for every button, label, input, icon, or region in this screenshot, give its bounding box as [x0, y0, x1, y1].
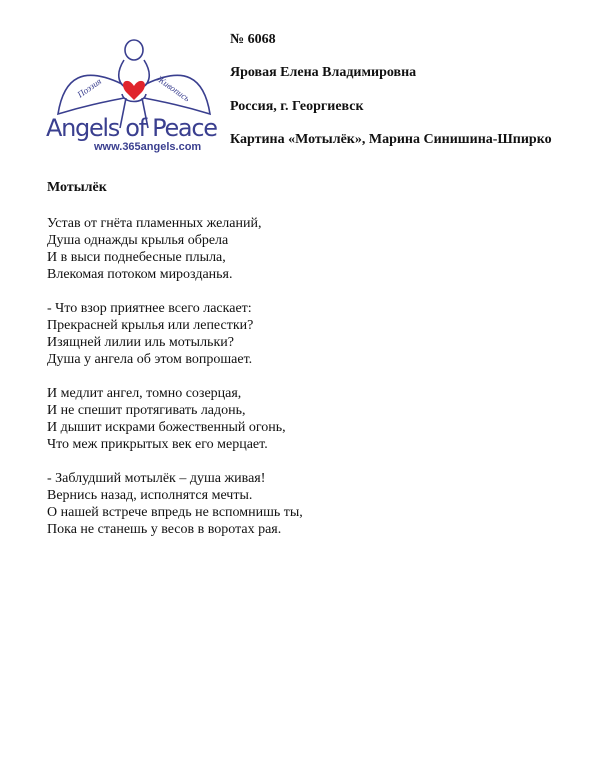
- poem-line: Пока не станешь у весов в воротах рая.: [47, 522, 282, 537]
- author-location: Россия, г. Георгиевск: [230, 99, 364, 114]
- poem-stanza: [47, 385, 303, 453]
- poem-line: И медлит ангел, томно созерцая,: [47, 386, 242, 401]
- poem-line: Что меж прикрытых век его мерцает.: [47, 437, 268, 452]
- poem-line: - Что взор приятнее всего ласкает:: [47, 301, 252, 316]
- right-wing-text: Живопись: [154, 73, 192, 104]
- poem-line: Прекрасней крылья или лепестки?: [47, 318, 254, 333]
- poem-line: Вернись назад, исполнятся мечты.: [47, 488, 253, 503]
- poem-stanza: [47, 215, 303, 283]
- poem-line: И в выси поднебесные плыла,: [47, 250, 226, 265]
- poem-line: О нашей встрече впредь не вспомнишь ты,: [47, 505, 303, 520]
- poem-line: Изящней лилии иль мотыльки?: [47, 335, 234, 350]
- poem-title: Мотылёк: [47, 180, 107, 195]
- painting-credit: Картина «Мотылёк», Марина Синишина-Шпирко: [230, 132, 552, 147]
- poem-line: И дышит искрами божественный огонь,: [47, 420, 286, 435]
- poem-line: Душа у ангела об этом вопрошает.: [47, 352, 253, 367]
- poem-line: Устав от гнёта пламенных желаний,: [47, 216, 262, 231]
- poem-stanza: [47, 470, 303, 538]
- poem-body: [47, 215, 303, 555]
- svg-text:www.365angels.com: www.365angels.com: [94, 141, 202, 153]
- angel-icon: [44, 36, 222, 154]
- work-number: № 6068: [230, 32, 276, 47]
- svg-text:Angels of Peace: Angels of Peace: [46, 114, 218, 142]
- poem-line: Влекомая потоком мирозданья.: [47, 267, 233, 282]
- left-wing-text: Поэзия: [75, 75, 104, 100]
- author-name: Яровая Елена Владимировна: [230, 65, 417, 80]
- poem-line: - Заблудший мотылёк – душа живая!: [47, 471, 266, 486]
- poem-stanza: [47, 300, 303, 368]
- poem-line: И не спешит протягивать ладонь,: [47, 403, 246, 418]
- angels-of-peace-logo: [44, 36, 222, 154]
- poem-line: Душа однажды крылья обрела: [47, 233, 229, 248]
